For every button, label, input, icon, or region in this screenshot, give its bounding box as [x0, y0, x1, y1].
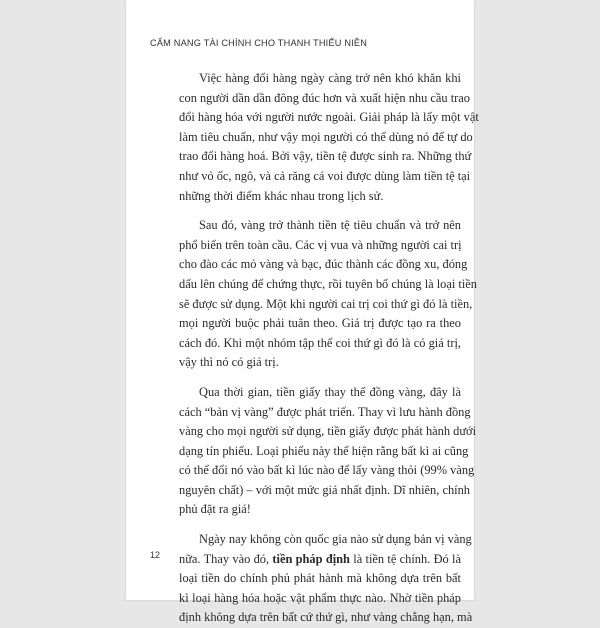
- text-line: định không dựa trên bất cứ thứ gì, như vàng chẳng hạn, mà: [179, 610, 473, 625]
- text-line: mọi người buộc phải tuân theo. Giá trị được tạo ra theo: [179, 316, 461, 331]
- text-line: Ngày nay không còn quốc gia nào sử dụng bản vị vàng: [199, 532, 472, 547]
- page-number: 12: [150, 550, 161, 560]
- text-line: như vỏ ốc, ngô, và cả răng cá voi được dùng làm tiền tệ tại: [179, 168, 471, 183]
- text-line: con người dần dần đông đúc hơn và xuất hiện nhu cầu trao: [179, 90, 470, 105]
- text-line: vậy thì nó có giá trị.: [179, 355, 279, 370]
- paragraph-3: [179, 383, 477, 520]
- text-line: Qua thời gian, tiền giấy thay thế đồng vàng, đây là: [199, 384, 461, 399]
- text-line: cách đó. Khi một nhóm tập thể coi thứ gì đó là có giá trị,: [179, 335, 461, 350]
- paragraph-1: [179, 69, 479, 206]
- running-head: CẨM NANG TÀI CHÍNH CHO THANH THIẾU NIÊN: [150, 38, 368, 48]
- text-line: Việc hàng đổi hàng ngày càng trở nên khó khăn khi: [199, 71, 461, 85]
- paragraph-4: [179, 530, 473, 628]
- text-line: cho đào các mỏ vàng và bạc, đúc thành các đồng xu, đóng: [179, 257, 468, 272]
- text-line: trao đổi hàng hoá. Bởi vậy, tiền tệ được sinh ra. Những thứ: [179, 149, 472, 164]
- text-run: nữa. Thay vào đó,: [179, 551, 273, 566]
- text-line: phổ biến trên toàn cầu. Các vị vua và những người cai trị: [179, 237, 462, 252]
- bold-term-fiat-money: tiền pháp định: [272, 551, 350, 566]
- text-run: là tiền tệ chính. Đó là: [349, 551, 462, 566]
- text-line: dạng tín phiếu. Loại phiếu này thể hiện rằng bất kì ai cũng: [179, 443, 469, 458]
- text-line: dấu lên chúng để chứng thực, rồi tuyên bố chúng là loại tiền: [179, 276, 477, 291]
- body-text: [179, 69, 479, 628]
- paragraph-2: [179, 216, 477, 373]
- text-line: Sau đó, vàng trở thành tiền tệ tiêu chuẩn và trở nên: [199, 218, 461, 233]
- text-line: có thể đổi nó vào bất kì lúc nào để lấy vàng thỏi (99% vàng: [179, 463, 475, 478]
- text-line: sẽ được sử dụng. Một khi người cai trị coi thứ gì đó là tiền,: [179, 296, 473, 311]
- text-line-with-bold: [179, 550, 461, 570]
- text-line: loại tiền do chính phủ phát hành mà không dựa trên bất: [179, 571, 461, 586]
- text-line: vàng cho mọi người sử dụng, tiền giấy được phát hành dưới: [179, 424, 477, 439]
- text-line: đổi hàng hóa với người nước ngoài. Giải pháp là lấy một vật: [179, 110, 479, 125]
- text-line: làm tiêu chuẩn, như vậy mọi người có thể dùng nó để tự do: [179, 129, 473, 144]
- book-page: [126, 0, 479, 625]
- text-line: kì loại hàng hóa hoặc vật phẩm thực nào. Nhờ tiền pháp: [179, 590, 461, 605]
- text-line: nguyên chất) – với một mức giá nhất định. Dĩ nhiên, chính: [179, 482, 470, 497]
- text-line: cách “bản vị vàng” được phát triển. Thay vì lưu hành đồng: [179, 404, 471, 419]
- text-line: phủ đặt ra giá!: [179, 502, 251, 517]
- text-line: những thời điểm khác nhau trong lịch sử.: [179, 188, 384, 203]
